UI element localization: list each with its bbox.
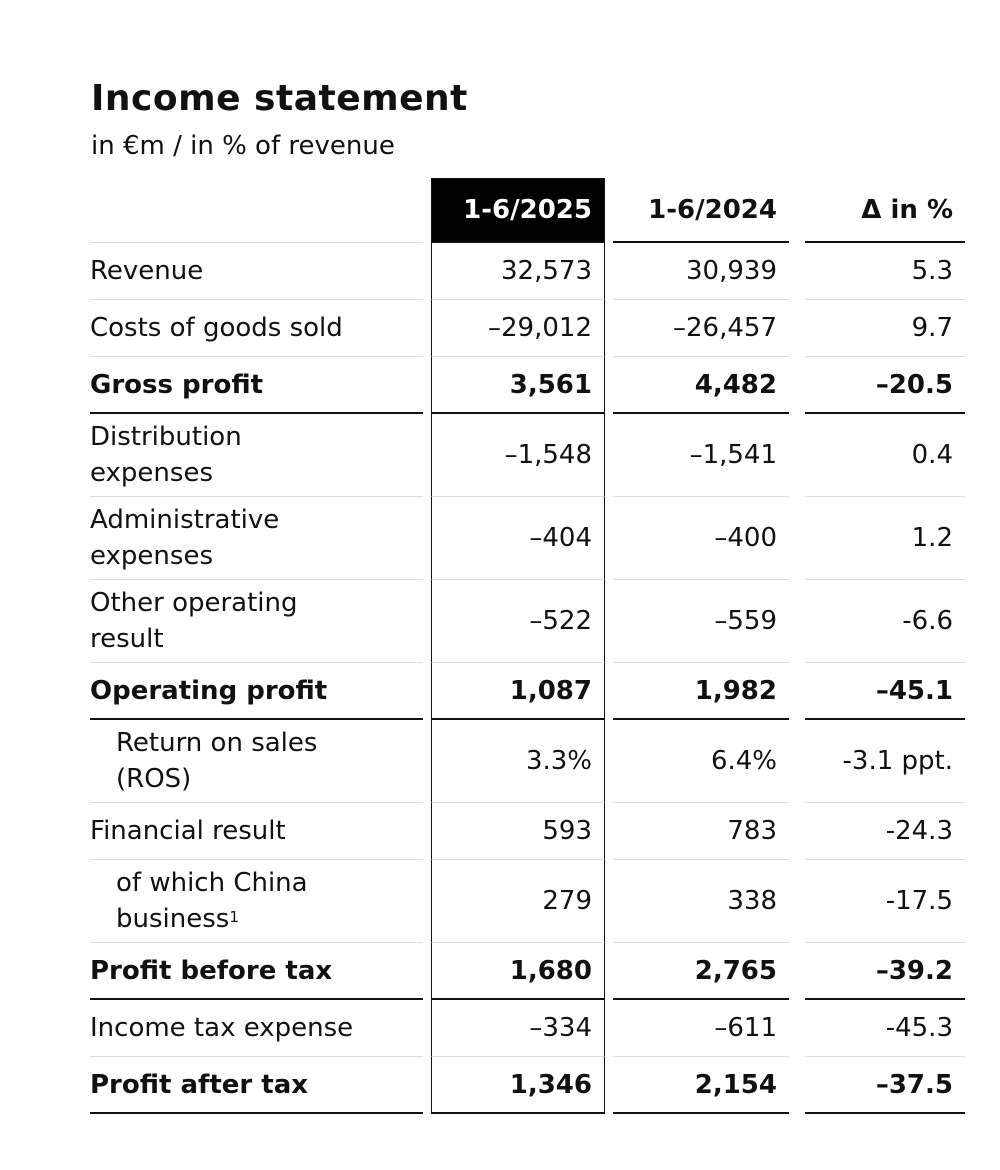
row-operating-profit — [90, 663, 965, 720]
row-label: Costs of goods sold — [90, 300, 423, 357]
row-label: Financial result — [90, 803, 423, 860]
header-delta: Δ in % — [805, 178, 965, 243]
value-previous: –611 — [613, 1000, 789, 1057]
header-row — [90, 178, 965, 243]
row-label: Revenue — [90, 243, 423, 300]
footnote-marker: 1 — [229, 908, 239, 926]
row-revenue — [90, 243, 965, 300]
value-delta: -17.5 — [805, 860, 965, 943]
value-delta: -3.1 ppt. — [805, 720, 965, 803]
value-previous: –559 — [613, 580, 789, 663]
value-current: 1,087 — [431, 663, 605, 720]
row-other-operating-result — [90, 580, 965, 663]
value-current: 279 — [431, 860, 605, 943]
row-profit-before-tax — [90, 943, 965, 1000]
value-previous: 2,154 — [613, 1057, 789, 1114]
value-delta: –39.2 — [805, 943, 965, 1000]
value-current: –1,548 — [431, 414, 605, 497]
row-costs-of-goods-sold — [90, 300, 965, 357]
value-previous: 6.4% — [613, 720, 789, 803]
value-delta: 5.3 — [805, 243, 965, 300]
page-title: Income statement — [91, 78, 468, 119]
row-profit-after-tax — [90, 1057, 965, 1114]
value-delta: –45.1 — [805, 663, 965, 720]
value-previous: –400 — [613, 497, 789, 580]
value-delta: –37.5 — [805, 1057, 965, 1114]
value-delta: -45.3 — [805, 1000, 965, 1057]
value-delta: –20.5 — [805, 357, 965, 414]
row-distribution-expenses — [90, 414, 965, 497]
row-administrative-expenses — [90, 497, 965, 580]
value-previous: 783 — [613, 803, 789, 860]
row-label: Other operating result — [90, 588, 298, 654]
value-current: 593 — [431, 803, 605, 860]
row-income-tax-expense — [90, 1000, 965, 1057]
row-financial-result — [90, 803, 965, 860]
value-delta: 9.7 — [805, 300, 965, 357]
row-label: Income tax expense — [90, 1000, 423, 1057]
value-current: 1,346 — [431, 1057, 605, 1114]
row-china-business — [90, 860, 965, 943]
value-previous: 338 — [613, 860, 789, 943]
value-previous: 1,982 — [613, 663, 789, 720]
income-statement-table — [90, 178, 965, 1114]
value-previous: 2,765 — [613, 943, 789, 1000]
value-current: –29,012 — [431, 300, 605, 357]
value-current: –404 — [431, 497, 605, 580]
value-current: 32,573 — [431, 243, 605, 300]
value-current: 3,561 — [431, 357, 605, 414]
value-current: 1,680 — [431, 943, 605, 1000]
value-current: –334 — [431, 1000, 605, 1057]
value-delta: -6.6 — [805, 580, 965, 663]
value-previous: –26,457 — [613, 300, 789, 357]
row-label: Operating profit — [90, 663, 423, 720]
row-label: Return on sales (ROS) — [116, 728, 318, 794]
row-label: Profit before tax — [90, 943, 423, 1000]
row-label: Administrative expenses — [90, 505, 280, 571]
value-previous: –1,541 — [613, 414, 789, 497]
row-label: Profit after tax — [90, 1057, 423, 1114]
header-current-period: 1-6/2025 — [431, 178, 605, 243]
header-label-cell — [90, 178, 423, 243]
value-delta: 1.2 — [805, 497, 965, 580]
value-delta: -24.3 — [805, 803, 965, 860]
row-gross-profit — [90, 357, 965, 414]
value-previous: 30,939 — [613, 243, 789, 300]
row-label: of which China business — [116, 868, 308, 934]
value-previous: 4,482 — [613, 357, 789, 414]
value-current: 3.3% — [431, 720, 605, 803]
row-return-on-sales — [90, 720, 965, 803]
row-label: Gross profit — [90, 357, 423, 414]
value-delta: 0.4 — [805, 414, 965, 497]
page-subtitle: in €m / in % of revenue — [91, 131, 395, 161]
value-current: –522 — [431, 580, 605, 663]
row-label: Distribution expenses — [90, 422, 242, 488]
header-previous-period: 1-6/2024 — [613, 178, 789, 243]
